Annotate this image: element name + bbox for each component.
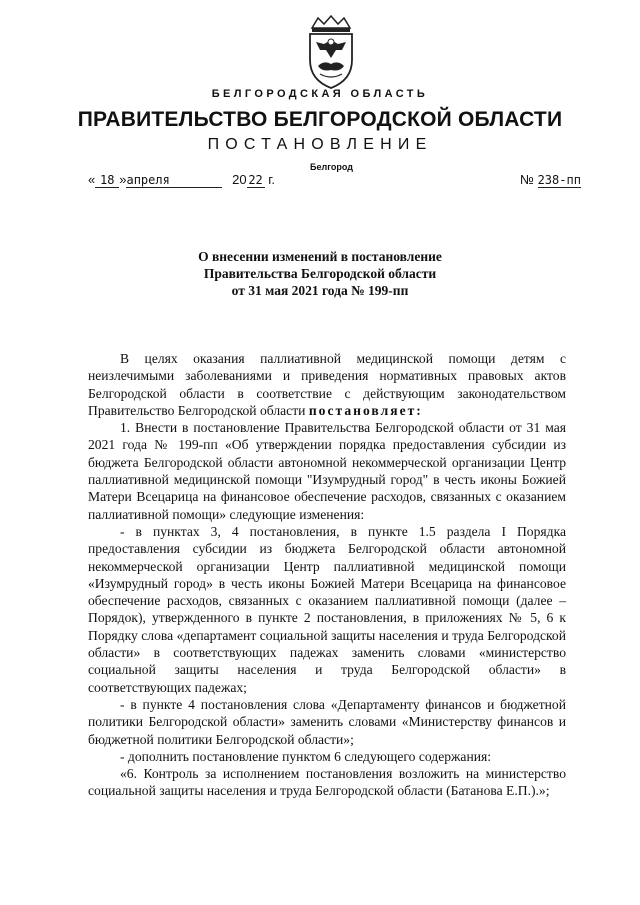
number-sign: № (520, 172, 534, 187)
preamble-text: В целях оказания паллиативной медицинской помощи детям с неизлечимыми заболеваниями и приведения нормативных правовых актов Белгородской области в соответствие с действующим законодательством Правительство Белгородской области (88, 351, 566, 418)
preamble-emphasis: постановляет: (308, 402, 423, 418)
document-type: ПОСТАНОВЛЕНИЕ (207, 136, 433, 153)
title-line-2: Правительства Белгородской области (203, 266, 437, 281)
number-value: 238-пп (537, 173, 581, 187)
document-body (88, 350, 566, 800)
date-close-quote: » (119, 172, 127, 187)
title-line-1: О внесении изменений в постановление (198, 249, 442, 264)
document-date (88, 172, 275, 188)
paragraph-new-item-6: «6. Контроль за исполнением постановления возложить на министерство социальной защиты населения и труда Белгородской области (Батанова Е.П.).»; (88, 766, 566, 799)
paragraph-change-2: - в пункте 4 постановления слова «Департаменту финансов и бюджетной политики Белгородской области» заменить словами «Министерству финансов и бюджетной политики Белгородской области»; (88, 696, 566, 747)
coat-of-arms-emblem (300, 14, 362, 90)
date-open-quote: « (88, 172, 96, 187)
region-name: БЕЛГОРОДСКАЯ ОБЛАСТЬ (211, 88, 429, 100)
date-year-prefix: 20 (232, 172, 247, 187)
paragraph-change-1: - в пунктах 3, 4 постановления, в пункте 1.5 раздела I Порядка предоставления субсидии из бюджета Белгородской области автономной некоммерческой организации Центр паллиативной медицинской помощи «Изумрудный город» в честь иконы Божией Матери Всецарица на финансовое обеспечение расходов, связанных с оказанием паллиативной помощи (далее – Порядок), утвержденного в пункте 2 постановления, в приложениях № 5, 6 к Порядку слова «департамент социальной защиты населения и труда Белгородской области» в соответствующих падежах заменить словами «министерство социальной защиты населения и труда Белгородской области» в соответствующих падежах; (88, 523, 566, 695)
date-day: 18 (95, 173, 119, 188)
city-name: Белгород (310, 162, 353, 172)
document-number (520, 172, 581, 187)
date-year-abbr: г. (268, 172, 275, 187)
date-year-suffix: 22 (248, 173, 263, 187)
government-name: ПРАВИТЕЛЬСТВО БЕЛГОРОДСКОЙ ОБЛАСТИ (77, 108, 563, 131)
paragraph-change-3: - дополнить постановление пунктом 6 следующего содержания: (120, 748, 492, 764)
paragraph-preamble (88, 350, 566, 419)
date-month: апреля (126, 173, 222, 188)
paragraph-item-1: 1. Внести в постановление Правительства Белгородской области от 31 мая 2021 года № 199-пп «Об утверждении порядка предоставления субсидии из бюджета Белгородской области автономной некоммерческой организации Центр паллиативной медицинской помощи "Изумрудный город" в честь иконы Божией Матери Всецарица на финансовое обеспечение расходов, связанных с оказанием паллиативной помощи» следующие изменения: (88, 420, 566, 522)
title-line-3: от 31 мая 2021 года № 199-пп (231, 283, 409, 298)
document-title (120, 248, 520, 299)
